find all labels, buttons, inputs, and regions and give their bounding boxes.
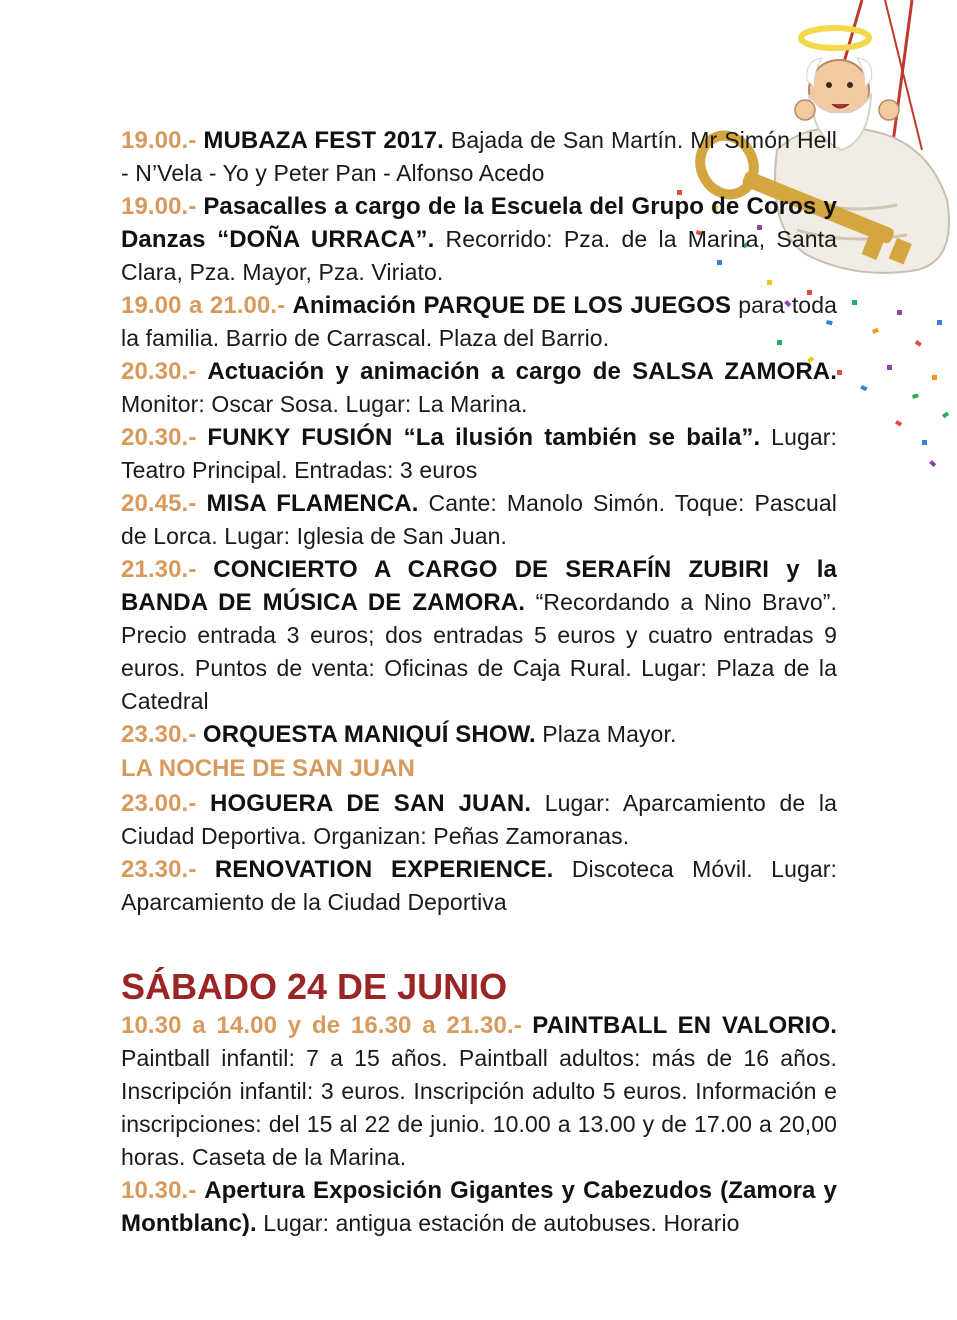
event-text: Plaza Mayor.: [535, 721, 677, 747]
event-entry: [121, 787, 837, 853]
event-title: HOGUERA DE SAN JUAN.: [210, 790, 532, 817]
event-entry: [121, 487, 837, 553]
event-time: 23.30.-: [121, 721, 197, 748]
event-title: Actuación y animación a cargo de SALSA ZAMORA.: [207, 358, 838, 385]
event-time: 10.30 a 14.00 y de 16.30 a 21.30.-: [121, 1012, 522, 1039]
event-entry: [121, 718, 837, 751]
event-text: Lugar: Aparcamiento de la Ciudad Deportiva. Organizan: Peñas Zamoranas.: [121, 790, 838, 849]
event-time: 23.00.-: [121, 790, 197, 817]
entries-top: [121, 124, 837, 751]
event-entry: [121, 355, 837, 421]
event-time: 21.30.-: [121, 556, 197, 583]
event-title: RENOVATION EXPERIENCE.: [214, 856, 554, 883]
event-title: ORQUESTA MANIQUÍ SHOW.: [202, 721, 536, 748]
event-time: 23.30.-: [121, 856, 197, 883]
event-title: FUNKY FUSIÓN “La ilusión también se baila”.: [207, 424, 761, 451]
entries-noche: [121, 787, 837, 919]
event-time: 20.30.-: [121, 424, 197, 451]
event-title: Apertura Exposición Gigantes y Cabezudos (Zamora y Montblanc).: [121, 1177, 837, 1237]
event-text: Bajada de San Martín. Mr Simón Hell - N’Vela - Yo y Peter Pan - Alfonso Acedo: [121, 127, 837, 186]
event-text: Discoteca Móvil. Lugar: Aparcamiento de la Ciudad Deportiva: [121, 856, 837, 915]
event-time: 19.00.-: [121, 127, 197, 154]
event-entry: [121, 289, 837, 355]
event-text: Paintball infantil: 7 a 15 años. Paintball adultos: más de 16 años. Inscripción infantil: 3 euros. Inscripción adulto 5 euros. Información e inscripciones: del 15 al 22 de junio. 10.00 a 13.00 y de 17.00 a 20,00 horas. Caseta de la Marina.: [121, 1045, 837, 1170]
event-text: Recorrido: Pza. de la Marina, Santa Clara, Pza. Mayor, Pza. Viriato.: [121, 226, 837, 285]
halo-icon: [801, 28, 869, 48]
entries-sabado: [121, 1009, 837, 1240]
event-title: Animación PARQUE DE LOS JUEGOS: [292, 292, 732, 319]
event-entry: [121, 1174, 837, 1240]
event-title: MISA FLAMENCA.: [206, 490, 419, 517]
event-time: 20.30.-: [121, 358, 197, 385]
event-entry: [121, 1009, 837, 1174]
event-title: CONCIERTO A CARGO DE SERAFÍN ZUBIRI y la BANDA DE MÚSICA DE ZAMORA.: [121, 556, 837, 616]
event-text: para toda la familia. Barrio de Carrascal. Plaza del Barrio.: [121, 292, 837, 351]
program-content: [121, 124, 837, 1240]
event-title: PAINTBALL EN VALORIO.: [532, 1012, 837, 1039]
day-heading: SÁBADO 24 DE JUNIO: [121, 966, 508, 1007]
event-time: 10.30.-: [121, 1177, 197, 1204]
event-text: “Recordando a Nino Bravo”. Precio entrada 3 euros; dos entradas 5 euros y cuatro entradas 9 euros. Puntos de venta: Oficinas de Caja Rural. Lugar: Plaza de la Catedral: [121, 589, 837, 714]
event-title: Pasacalles a cargo de la Escuela del Grupo de Coros y Danzas “DOÑA URRACA”.: [121, 193, 837, 253]
event-time: 20.45.-: [121, 490, 197, 517]
event-title: MUBAZA FEST 2017.: [203, 127, 444, 154]
event-entry: [121, 124, 837, 190]
section-label: LA NOCHE DE SAN JUAN: [121, 755, 415, 782]
event-text: Lugar: Teatro Principal. Entradas: 3 euros: [121, 424, 837, 483]
event-text: Monitor: Oscar Sosa. Lugar: La Marina.: [121, 391, 528, 417]
event-entry: [121, 553, 837, 718]
event-text: Cante: Manolo Simón. Toque: Pascual de Lorca. Lugar: Iglesia de San Juan.: [121, 490, 837, 549]
event-entry: [121, 421, 837, 487]
event-entry: [121, 853, 837, 919]
event-entry: [121, 190, 837, 289]
event-time: 19.00.-: [121, 193, 197, 220]
event-text: Lugar: antigua estación de autobuses. Horario: [256, 1210, 740, 1236]
event-time: 19.00 a 21.00.-: [121, 292, 286, 319]
